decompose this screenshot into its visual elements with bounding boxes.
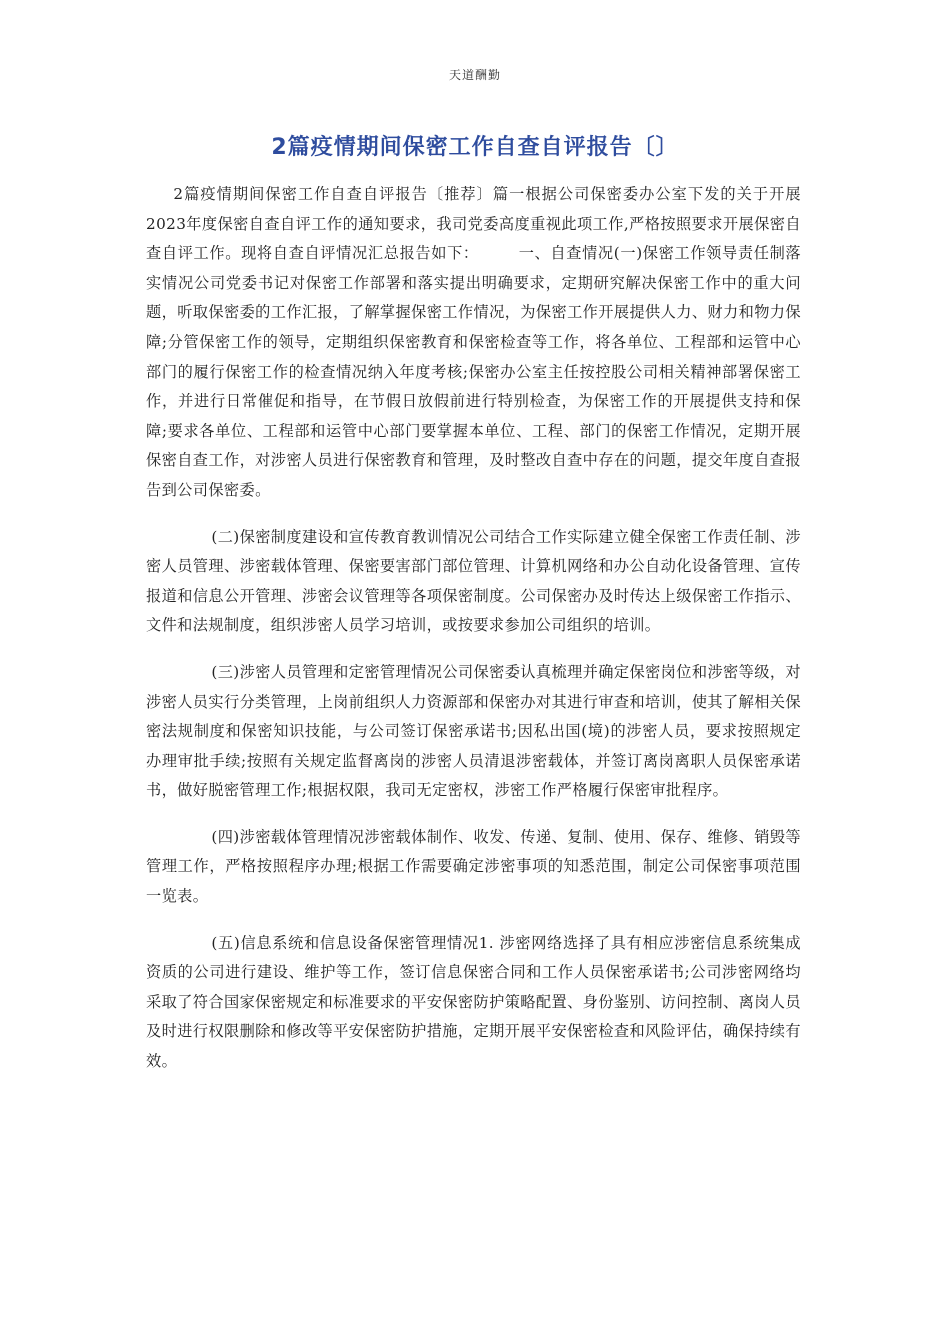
- paragraph-section-2: (二)保密制度建设和宣传教育教训情况公司结合工作实际建立健全保密工作责任制、涉密人员管理、涉密载体管理、保密要害部门部位管理、计算机网络和办公自动化设备管理、宣传报道和信息公开管理、涉密会议管理等各项保密制度。公司保密办及时传达上级保密工作指示、文件和法规制度，组织涉密人员学习培训，或按要求参加公司组织的培训。: [146, 527, 801, 635]
- document-body: [146, 180, 801, 1094]
- page-header: 天道酬勤: [448, 68, 501, 82]
- paragraph-section-3: (三)涉密人员管理和定密管理情况公司保密委认真梳理并确定保密岗位和涉密等级，对涉密人员实行分类管理，上岗前组织人力资源部和保密办对其进行审查和培训，使其了解相关保密法规制度和保密知识技能，与公司签订保密承诺书;因私出国(境)的涉密人员，要求按照规定办理审批手续;按照有关规定监督离岗的涉密人员清退涉密载体，并签订离岗离职人员保密承诺书，做好脱密管理工作;根据权限，我司无定密权，涉密工作严格履行保密审批程序。: [146, 662, 801, 800]
- paragraph-section-4: (四)涉密载体管理情况涉密载体制作、收发、传递、复制、使用、保存、维修、销毁等管理工作，严格按照程序办理;根据工作需要确定涉密事项的知悉范围，制定公司保密事项范围一览表。: [146, 827, 801, 906]
- document-title: 2篇疫情期间保密工作自查自评报告〔〕: [271, 135, 679, 160]
- paragraph-section-5: (五)信息系统和信息设备保密管理情况1. 涉密网络选择了具有相应涉密信息系统集成资质的公司进行建设、维护等工作，签订信息保密合同和工作人员保密承诺书;公司涉密网络均采取了符合国家保密规定和标准要求的平安保密防护策略配置、身份鉴别、访问控制、离岗人员及时进行权限删除和修改等平安保密防护措施，定期开展平安保密检查和风险评估，确保持续有效。: [146, 933, 801, 1071]
- paragraph-intro: 2篇疫情期间保密工作自查自评报告〔推荐〕篇一根据公司保密委办公室下发的关于开展2023年度保密自查自评工作的通知要求，我司党委高度重视此项工作,严格按照要求开展保密自查自评工作。现将自查自评情况汇总报告如下： 一、自查情况(一)保密工作领导责任制落实情况公司党委书记对保密工作部署和落实提出明确要求，定期研究解决保密工作中的重大问题，听取保密委的工作汇报，了解掌握保密工作情况，为保密工作开展提供人力、财力和物力保障;分管保密工作的领导，定期组织保密教育和保密检查等工作，将各单位、工程部和运管中心部门的履行保密工作的检查情况纳入年度考核;保密办公室主任按控股公司相关精神部署保密工作，并进行日常催促和指导，在节假日放假前进行特别检查，为保密工作的开展提供支持和保障;要求各单位、工程部和运管中心部门要掌握本单位、工程、部门的保密工作情况，定期开展保密自查工作，对涉密人员进行保密教育和管理，及时整改自查中存在的问题，提交年度自查报告到公司保密委。: [146, 185, 801, 499]
